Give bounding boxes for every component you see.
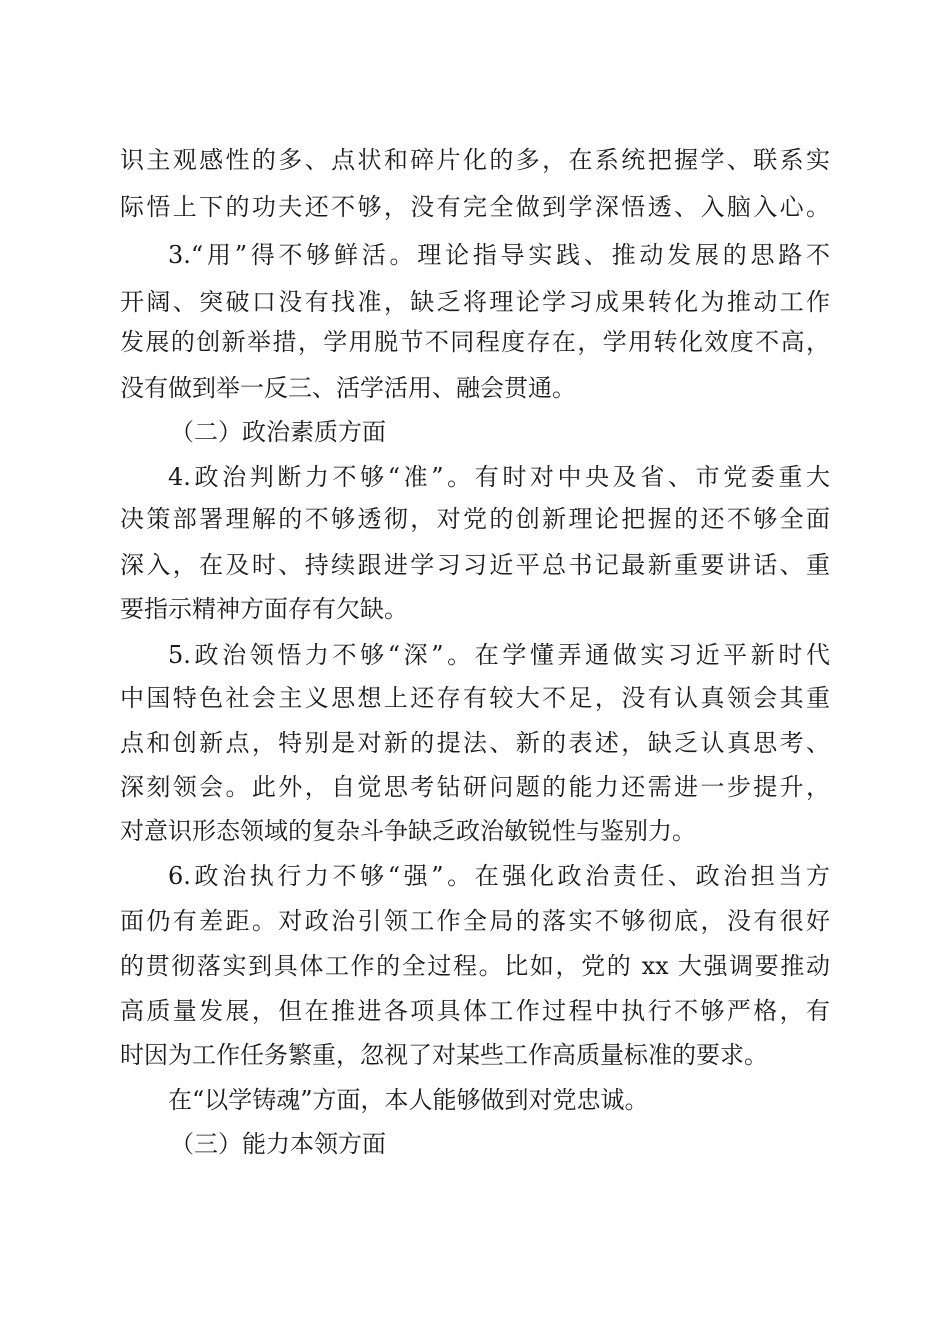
text-line: 4.政治判断力不够“准”。有时对中央及省、市党委重大 [168, 463, 830, 491]
text-line: 中国特色社会主义思想上还存有较大不足，没有认真领会其重 [120, 684, 830, 712]
section-heading: （二）政治素质方面 [170, 418, 386, 446]
text-line: 在“以学铸魂”方面，本人能够做到对党忠诚。 [168, 1086, 649, 1114]
text-line: 发展的创新举措，学用脱节不同程度存在，学用转化效度不高， [120, 328, 830, 356]
text-line: 时因为工作任务繁重，忽视了对某些工作高质量标准的要求。 [120, 1041, 768, 1069]
text-line: 深入，在及时、持续跟进学习习近平总书记最新重要讲话、重 [120, 551, 830, 579]
text-line: 对意识形态领域的复杂斗争缺乏政治敏锐性与鉴别力。 [120, 817, 696, 845]
text-line: 5.政治领悟力不够“深”。在学懂弄通做实习近平新时代 [168, 641, 830, 669]
text-line: 开阔、突破口没有找准，缺乏将理论学习成果转化为推动工作 [120, 288, 830, 316]
text-line: 深刻领会。此外，自觉思考钻研问题的能力还需进一步提升， [120, 773, 830, 801]
text-line: 决策部署理解的不够透彻，对党的创新理论把握的还不够全面 [120, 505, 830, 533]
text-line: 际悟上下的功夫还不够，没有完全做到学深悟透、入脑入心。 [120, 193, 830, 221]
text-line: 高质量发展，但在推进各项具体工作过程中执行不够严格，有 [120, 997, 830, 1025]
text-line: 点和创新点，特别是对新的提法、新的表述，缺乏认真思考、 [120, 729, 830, 757]
text-line: 面仍有差距。对政治引领工作全局的落实不够彻底，没有很好 [120, 907, 830, 935]
text-line: 的贯彻落实到具体工作的全过程。比如，党的 xx 大强调要推动 [120, 952, 830, 980]
text-line: 要指示精神方面存有欠缺。 [120, 595, 408, 623]
text-line: 3.“用”得不够鲜活。理论指导实践、推动发展的思路不 [168, 241, 830, 269]
section-heading: （三）能力本领方面 [170, 1130, 386, 1158]
text-line: 识主观感性的多、点状和碎片化的多，在系统把握学、联系实 [120, 146, 830, 174]
text-line: 没有做到举一反三、活学活用、融会贯通。 [120, 374, 576, 402]
text-line: 6.政治执行力不够“强”。在强化政治责任、政治担当方 [168, 862, 830, 890]
